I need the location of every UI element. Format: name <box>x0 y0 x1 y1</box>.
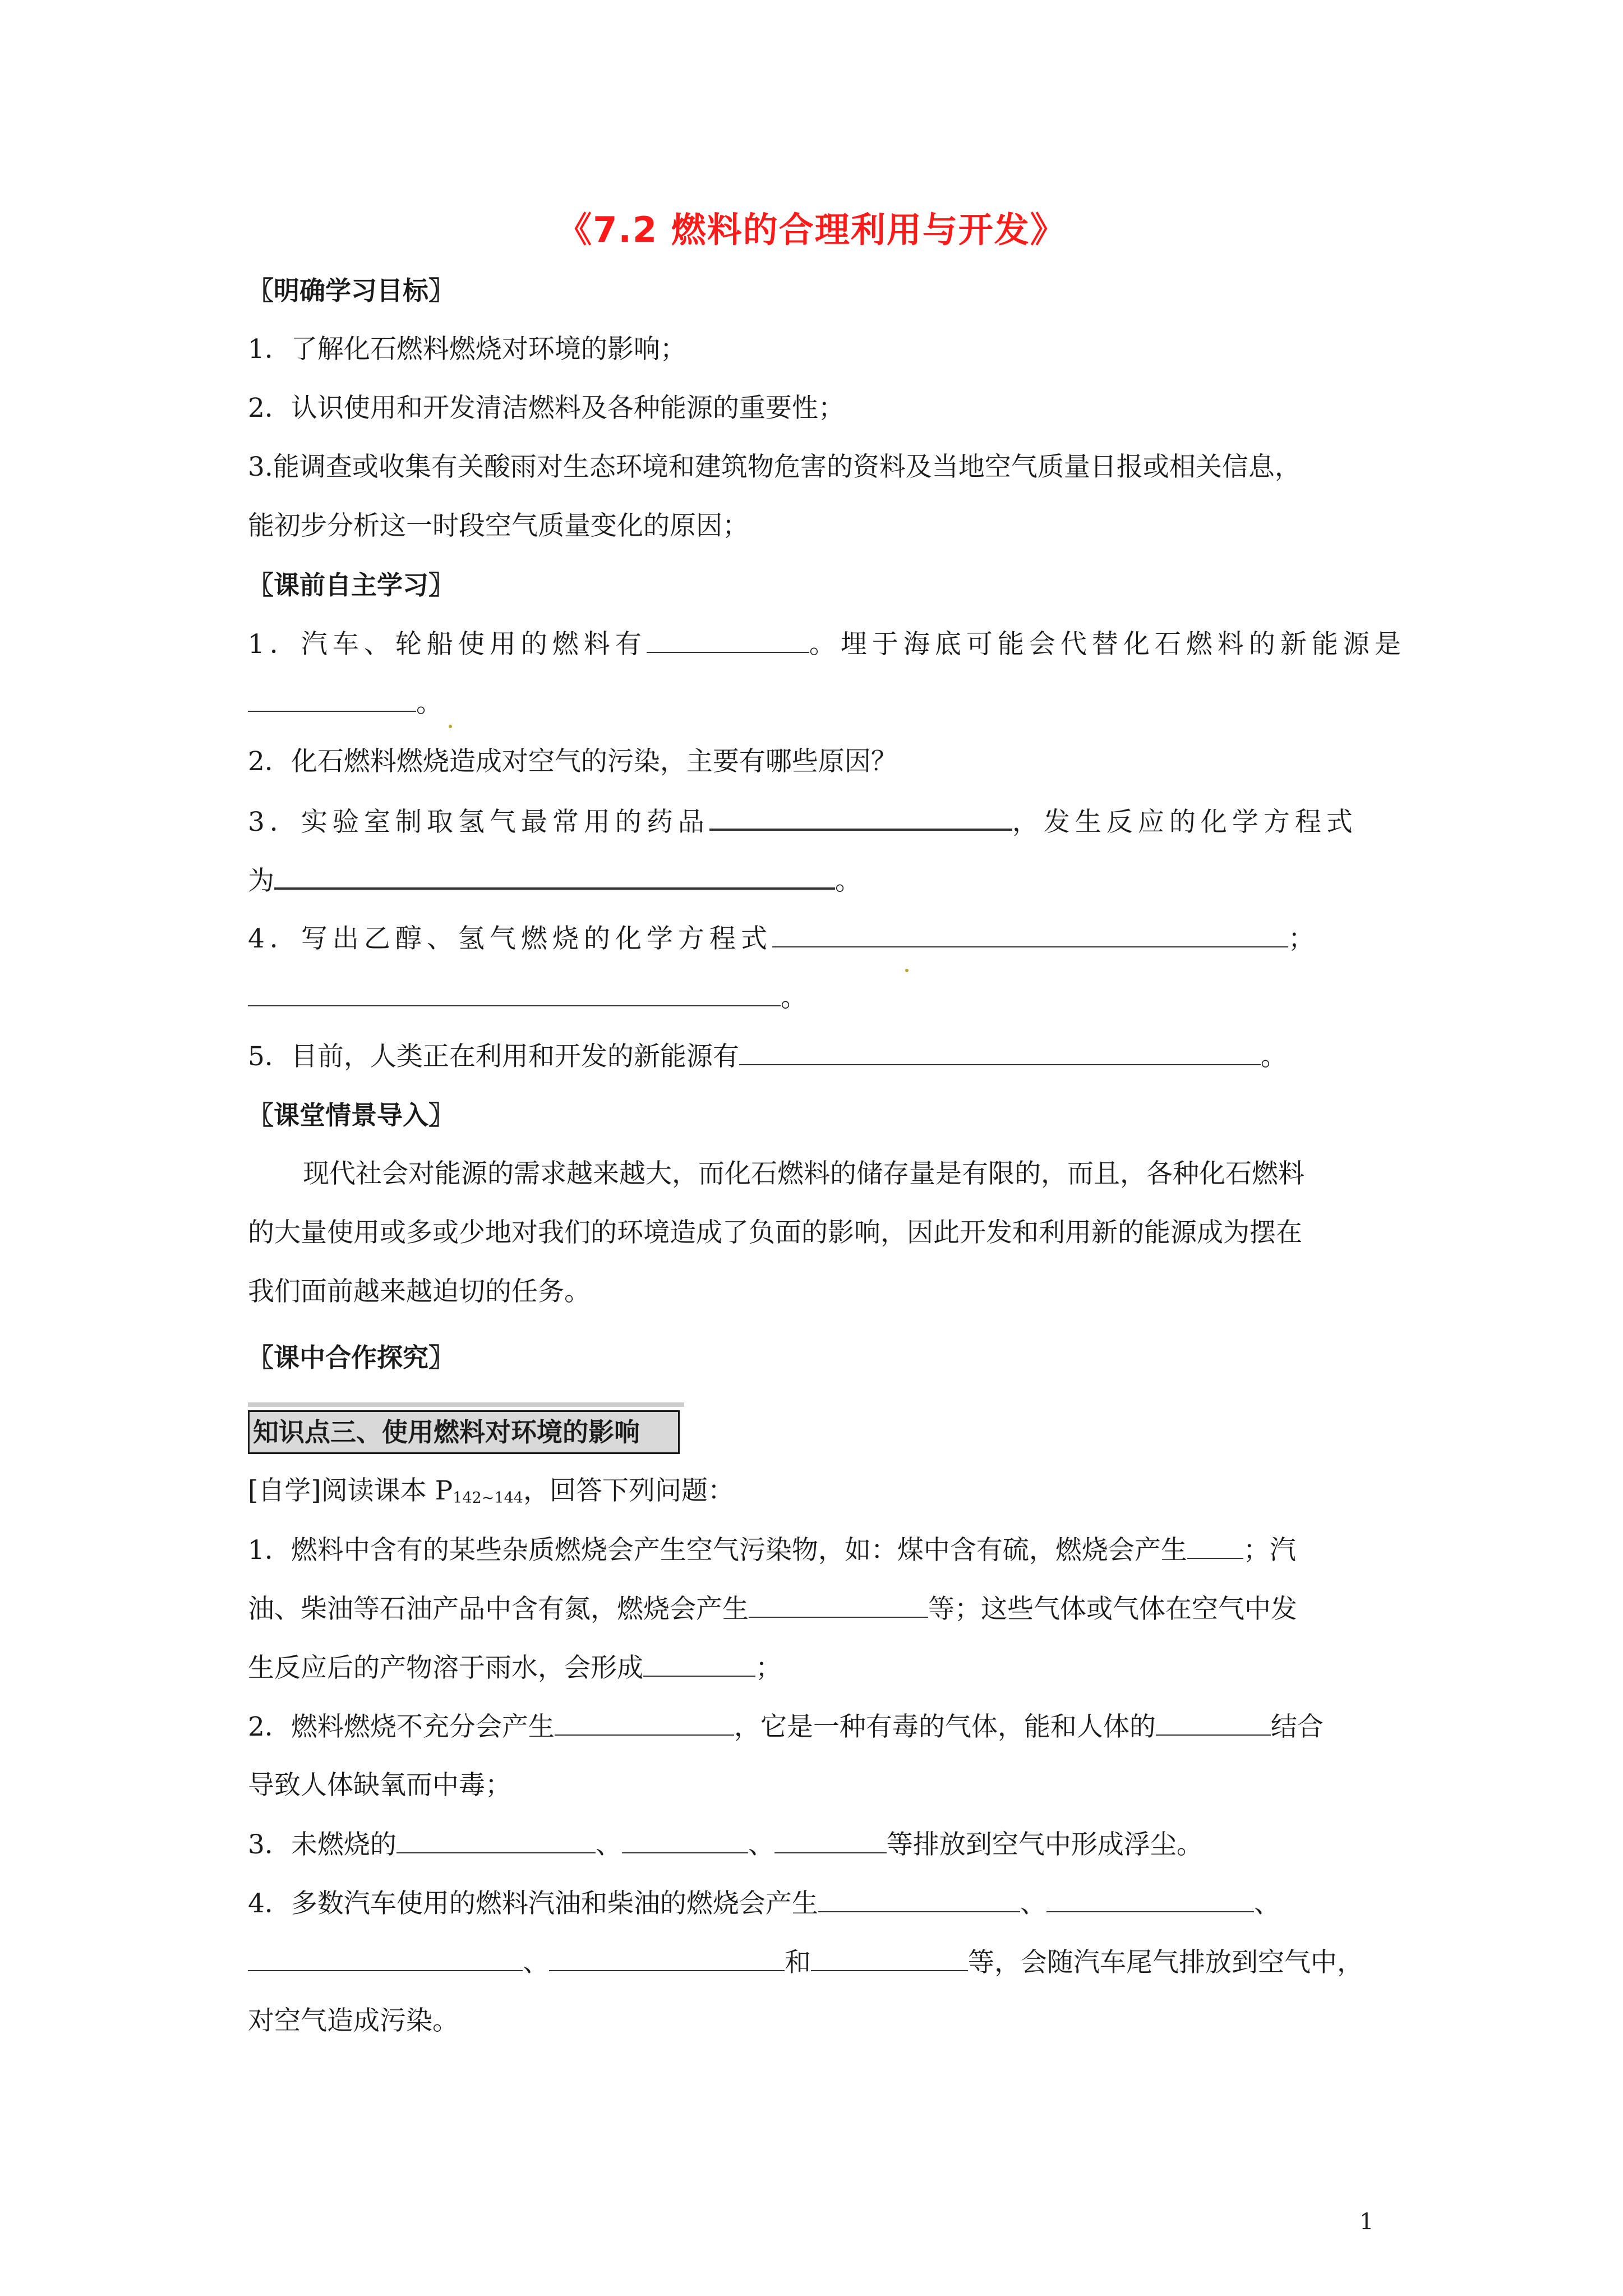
item-text: ，它是一种有毒的气体，能和人体的 <box>734 1711 1156 1742</box>
item-text: 等；这些气体或气体在空气中发 <box>928 1594 1297 1625</box>
answer-blank[interactable] <box>749 1592 928 1618</box>
item-text: 生反应后的产物溶于雨水，会形成 <box>248 1653 643 1683</box>
question-text: ； <box>1288 923 1320 954</box>
answer-blank[interactable] <box>555 1710 734 1736</box>
item-text: 、 <box>1020 1888 1046 1919</box>
answer-blank[interactable] <box>709 804 1012 831</box>
item-2 <box>248 1710 1389 1744</box>
answer-blank[interactable] <box>248 981 781 1006</box>
question-text: 。埋于海底可能会代替化石燃料的新能源是 <box>809 629 1406 660</box>
item-text: 结合 <box>1270 1711 1324 1742</box>
item-1 <box>248 1533 1389 1567</box>
item-text: 4．多数汽车使用的燃料汽油和柴油的燃烧会产生 <box>248 1888 818 1919</box>
question-text: ，发生反应的化学方程式 <box>1012 807 1358 838</box>
page-number: 1 <box>1359 2209 1374 2235</box>
question-text: 。 <box>1260 1041 1287 1072</box>
coop-heading: 〖课中合作探究〗 <box>248 1342 454 1373</box>
goal-item: 1．了解化石燃料燃烧对环境的影响； <box>248 334 686 365</box>
item-text: 、 <box>1253 1888 1280 1919</box>
intro-paragraph-line: 的大量使用或多或少地对我们的环境造成了负面的影响，因此开发和利用新的能源成为摆在 <box>248 1217 1302 1248</box>
item-text: 3．未燃烧的 <box>248 1829 396 1860</box>
question-text: 3．实验室制取氢气最常用的药品 <box>248 807 709 838</box>
question-text: 为 <box>248 866 274 896</box>
question-text: 。 <box>781 982 807 1013</box>
goal-item: 3.能调查或收集有关酸雨对生态环境和建筑物危害的资料及当地空气质量日报或相关信息， <box>248 452 1301 482</box>
answer-blank[interactable] <box>549 1945 785 1971</box>
pre-question-4-cont <box>248 981 1389 1015</box>
pre-question-3-cont <box>248 863 1389 898</box>
item-text: ；汽 <box>1243 1535 1296 1566</box>
item-1-cont <box>248 1651 1389 1685</box>
pre-question-1-cont <box>248 686 1389 720</box>
question-text: 5．目前，人类正在利用和开发的新能源有 <box>248 1041 739 1072</box>
pre-heading: 〖课前自主学习〗 <box>248 570 454 600</box>
item-2-cont: 导致人体缺氧而中毒； <box>248 1770 511 1801</box>
item-text: 等排放到空气中形成浮尘。 <box>886 1829 1203 1860</box>
answer-blank[interactable] <box>274 863 835 890</box>
item-4 <box>248 1887 1389 1921</box>
self-study-label: [自学] <box>248 1475 321 1506</box>
answer-blank[interactable] <box>1156 1710 1271 1736</box>
page-title: 《7.2 燃料的合理利用与开发》 <box>557 209 1066 250</box>
pre-question-4 <box>248 922 1389 956</box>
pre-question-5 <box>248 1039 1389 1074</box>
goal-item: 2．认识使用和开发清洁燃料及各种能源的重要性； <box>248 393 845 424</box>
page-range: 142~144 <box>453 1489 523 1507</box>
knowledge-point-shadow <box>248 1402 684 1407</box>
goals-heading: 〖明确学习目标〗 <box>248 275 454 306</box>
answer-blank[interactable] <box>772 922 1288 947</box>
item-4-cont <box>248 1945 1389 1980</box>
answer-blank[interactable] <box>1187 1533 1243 1559</box>
answer-blank[interactable] <box>647 627 809 653</box>
item-text: 等，会随汽车尾气排放到空气中， <box>968 1947 1363 1978</box>
answer-blank[interactable] <box>811 1945 968 1971</box>
pre-question-3 <box>248 804 1389 839</box>
answer-blank[interactable] <box>396 1828 596 1853</box>
pre-question-2: 2．化石燃料燃烧造成对空气的污染，主要有哪些原因？ <box>248 746 897 777</box>
item-text: ； <box>755 1653 782 1683</box>
item-1-cont <box>248 1592 1389 1626</box>
answer-blank[interactable] <box>818 1887 1020 1912</box>
item-text: 油、柴油等石油产品中含有氮，燃烧会产生 <box>248 1594 749 1625</box>
question-text: 4．写出乙醇、氢气燃烧的化学方程式 <box>248 923 772 954</box>
intro-heading: 〖课堂情景导入〗 <box>248 1100 454 1130</box>
pre-question-1 <box>248 627 1406 661</box>
answer-blank[interactable] <box>774 1828 887 1853</box>
item-text: 、 <box>595 1829 622 1860</box>
answer-blank[interactable] <box>1046 1887 1254 1912</box>
item-text: 、 <box>523 1947 549 1978</box>
item-text: 1．燃料中含有的某些杂质燃烧会产生空气污染物，如：煤中含有硫，燃烧会产生 <box>248 1535 1187 1566</box>
intro-paragraph-line: 我们面前越来越迫切的任务。 <box>248 1276 591 1307</box>
item-3 <box>248 1828 1389 1862</box>
stray-mark <box>449 725 452 728</box>
stray-mark <box>905 969 909 972</box>
answer-blank[interactable] <box>248 686 416 712</box>
self-study-line <box>248 1474 1389 1515</box>
question-text: 1．汽车、轮船使用的燃料有 <box>248 629 647 660</box>
item-4-cont: 对空气造成污染。 <box>248 2005 459 2036</box>
item-text: 、 <box>748 1829 774 1860</box>
self-study-text: ，回答下列问题： <box>523 1475 734 1506</box>
item-text: 和 <box>785 1947 811 1978</box>
item-text: 2．燃料燃烧不充分会产生 <box>248 1711 555 1742</box>
knowledge-point-title: 知识点三、使用燃料对环境的影响 <box>248 1410 680 1454</box>
answer-blank[interactable] <box>622 1828 748 1853</box>
answer-blank[interactable] <box>643 1651 755 1677</box>
question-text: 。 <box>416 688 442 719</box>
question-text: 。 <box>835 866 861 896</box>
answer-blank[interactable] <box>248 1945 523 1971</box>
self-study-text: 阅读课本 P <box>321 1475 453 1506</box>
answer-blank[interactable] <box>739 1039 1261 1065</box>
goal-item: 能初步分析这一时段空气质量变化的原因； <box>248 510 749 541</box>
intro-paragraph-line: 现代社会对能源的需求越来越大，而化石燃料的储存量是有限的，而且，各种化石燃料 <box>303 1158 1304 1189</box>
